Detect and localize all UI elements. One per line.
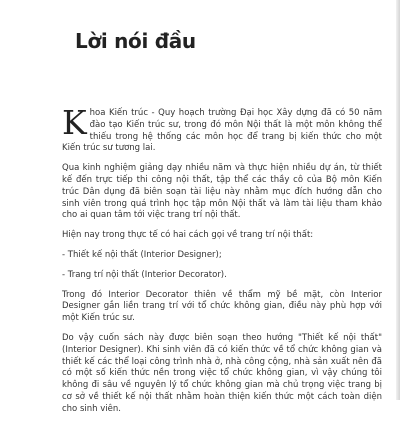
list-item-interior-designer: - Thiết kế nội thất (Interior Designer); [62,249,222,260]
page-title: Lời nói đầu [75,29,196,53]
paragraph-experience: Qua kinh nghiệm giảng dạy nhiều năm và thực hiện nhiều dự án, từ thiết kế đến trực tiếp thi công nội thất, tập thể các thầy cô của Bộ môn Kiến trúc Dân dụng đã biên soạn tài liệu này nhằm mục đích hướng dẫn cho sinh viên trong quá trình học tập môn Nội thất và làm tài liệu tham khảo cho ai quan tâm tới việc trang trí nội thất. [62,163,382,221]
paragraph-approach: Do vậy cuốn sách này được biên soạn theo hướng "Thiết kế nội thất" (Interior Designer). Khi sinh viên đã có kiến thức về tổ chức không gian và thiết kế các thể loại công trình nhà ở, nhà công cộng, nhà sản xuất nên đã có một số kiến thức nền trong việc tổ chức không gian, vì vậy chúng tôi không đi sâu về nguyên lý tổ chức không gian mà chủ trọng việc trang bị cơ sở về thiết kế nội thất nhằm hoàn thiện kiến thức một cách toàn diện cho sinh viên. [62,332,382,414]
list-item-interior-decorator: - Trang trí nội thất (Interior Decorator). [62,269,227,280]
drop-cap: K [62,103,87,142]
body-text [62,103,382,424]
paragraph-intro-text: hoa Kiến trúc - Quy hoạch trường Đại học Xây dựng đã có 50 năm đào tạo Kiến trúc sư, trong đó môn Nội thất là một môn không thể thiếu trong hệ thống các môn học để trang bị kiến thức cho một Kiến trúc sư tương lai. [62,108,382,154]
page-edge-shadow [396,0,400,400]
paragraph-naming: Hiện nay trong thực tế có hai cách gọi về trang trí nội thất: [62,230,314,241]
paragraph-comparison: Trong đó Interior Decorator thiên về thẩm mỹ bề mặt, còn Interior Designer gắn liền trang trí với tổ chức không gian, điều này phù hợp với một Kiến trúc sư. [62,289,382,324]
paragraph-intro [62,103,382,155]
